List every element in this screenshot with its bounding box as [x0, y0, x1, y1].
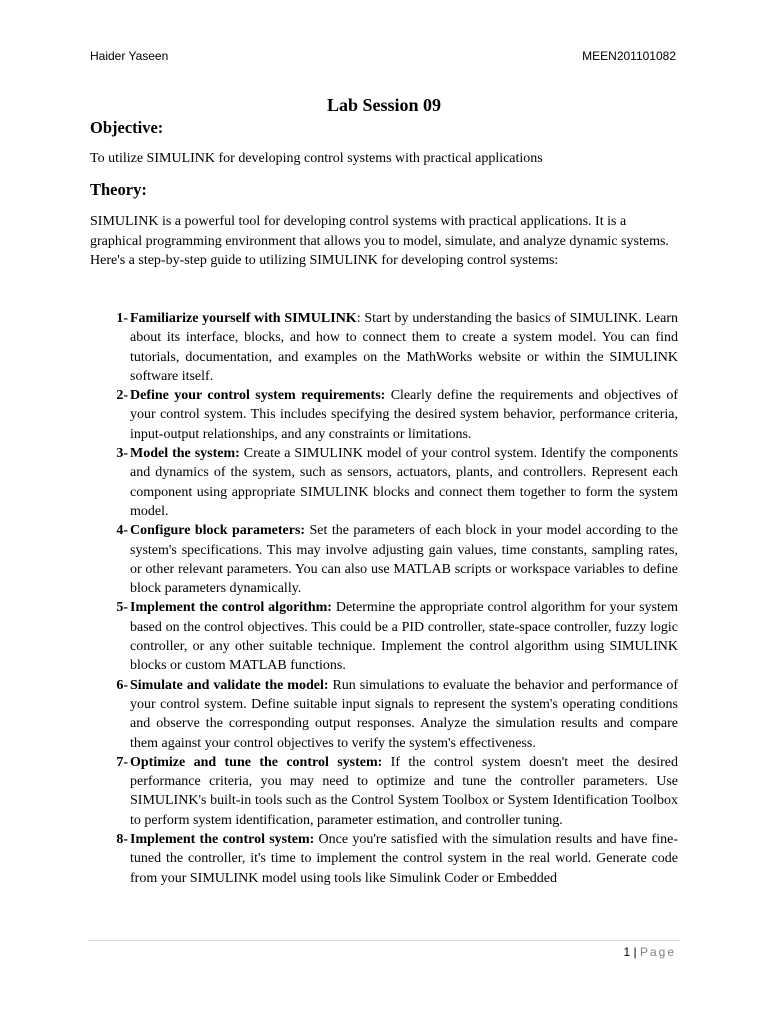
- step-title: Simulate and validate the model:: [130, 677, 329, 693]
- step-number: 2-: [116, 388, 128, 404]
- step-text: : Start by understanding the basics of SIMULINK. Learn about its interface, blocks, and how to connect them to create a system model. You can find tutorials, documentation, and examples on the MathWorks website or within the SIMULINK software itself.: [130, 311, 678, 384]
- list-item: [90, 521, 678, 598]
- step-number: 5-: [116, 600, 128, 616]
- page-number: 1: [623, 945, 631, 959]
- step-text: Set the parameters of each block in your model according to the system's specifications. This may involve adjusting gain values, time constants, sampling rates, or other relevant parameters. You can also use MATLAB scripts or workspace variables to define block parameters dynamically.: [130, 523, 678, 597]
- page-label: Page: [639, 945, 676, 959]
- page-title: Lab Session 09: [326, 95, 442, 115]
- list-item: [90, 309, 678, 386]
- step-text: Run simulations to evaluate the behavior and performance of your control system. Define suitable input signals to represent the system's operating conditions and observe the corresponding output responses. Analyze the simulation results and compare them against your control objectives to verify the system's effectiveness.: [130, 677, 678, 751]
- step-text: Clearly define the requirements and objectives of your control system. This includes specifying the desired system behavior, performance criteria, input-output relationships, and any constraints or limitations.: [130, 388, 678, 442]
- step-number: 8-: [116, 832, 128, 848]
- step-body: [130, 598, 678, 675]
- objective-text: To utilize SIMULINK for developing control systems with practical applications: [90, 151, 543, 166]
- list-item: [90, 444, 678, 521]
- step-title: Implement the control algorithm:: [130, 600, 332, 616]
- header-student-id: MEEN201101082: [582, 49, 676, 63]
- step-text: Determine the appropriate control algorithm for your system based on the control objectives. This could be a PID controller, state-space controller, fuzzy logic controller, or any other suitable technique. Implement the control algorithm using SIMULINK blocks or custom MATLAB functions.: [130, 600, 678, 674]
- footer-separator: |: [633, 945, 637, 959]
- step-title: Define your control system requirements:: [130, 388, 386, 404]
- objective-heading: Objective:: [90, 118, 164, 137]
- list-item: [90, 386, 678, 444]
- step-number: 7-: [116, 754, 128, 770]
- step-number: 4-: [116, 523, 128, 539]
- theory-text: SIMULINK is a powerful tool for developing control systems with practical applications. It is a graphical programming environment that allows you to model, simulate, and analyze dynamic systems. Here's a step-by-step guide to utilizing SIMULINK for developing control systems:: [90, 214, 669, 268]
- step-body: [130, 676, 678, 753]
- step-text: If the control system doesn't meet the desired performance criteria, you may need to optimize and tune the controller parameters. Use SIMULINK's built-in tools such as the Control System Toolbox or System Identification Toolbox to perform system identification, parameter estimation, and controller tuning.: [130, 754, 678, 828]
- step-title: Implement the control system:: [130, 832, 315, 848]
- step-number: 6-: [116, 677, 128, 693]
- step-title: Familiarize yourself with SIMULINK: [130, 311, 357, 326]
- step-body: [130, 309, 678, 386]
- step-title: Configure block parameters:: [130, 523, 306, 539]
- list-item: [90, 830, 678, 888]
- list-item: [90, 598, 678, 675]
- step-text: Create a SIMULINK model of your control system. Identify the components and dynamics of the system, such as sensors, actuators, plants, and controllers. Represent each component using appropriate SIMULINK blocks and connect them together to form the system model.: [130, 446, 678, 519]
- step-text: Once you're satisfied with the simulation results and have fine-tuned the controller, it's time to implement the control system in the real world. Generate code from your SIMULINK model using tools like Simulink Coder or Embedded: [130, 832, 678, 886]
- steps-list: [90, 309, 678, 888]
- step-body: [130, 830, 678, 888]
- theory-heading: Theory:: [90, 180, 147, 199]
- step-body: [130, 386, 678, 444]
- step-body: [130, 753, 678, 830]
- header-author: Haider Yaseen: [90, 49, 169, 63]
- step-title: Model the system:: [130, 446, 240, 462]
- step-number: 1-: [116, 311, 128, 326]
- step-body: [130, 444, 678, 521]
- step-title: Optimize and tune the control system:: [130, 754, 383, 770]
- list-item: [90, 676, 678, 753]
- step-number: 3-: [116, 446, 128, 462]
- list-item: [90, 753, 678, 830]
- footer-divider: [88, 940, 680, 941]
- step-body: [130, 521, 678, 598]
- page-footer: [623, 944, 676, 960]
